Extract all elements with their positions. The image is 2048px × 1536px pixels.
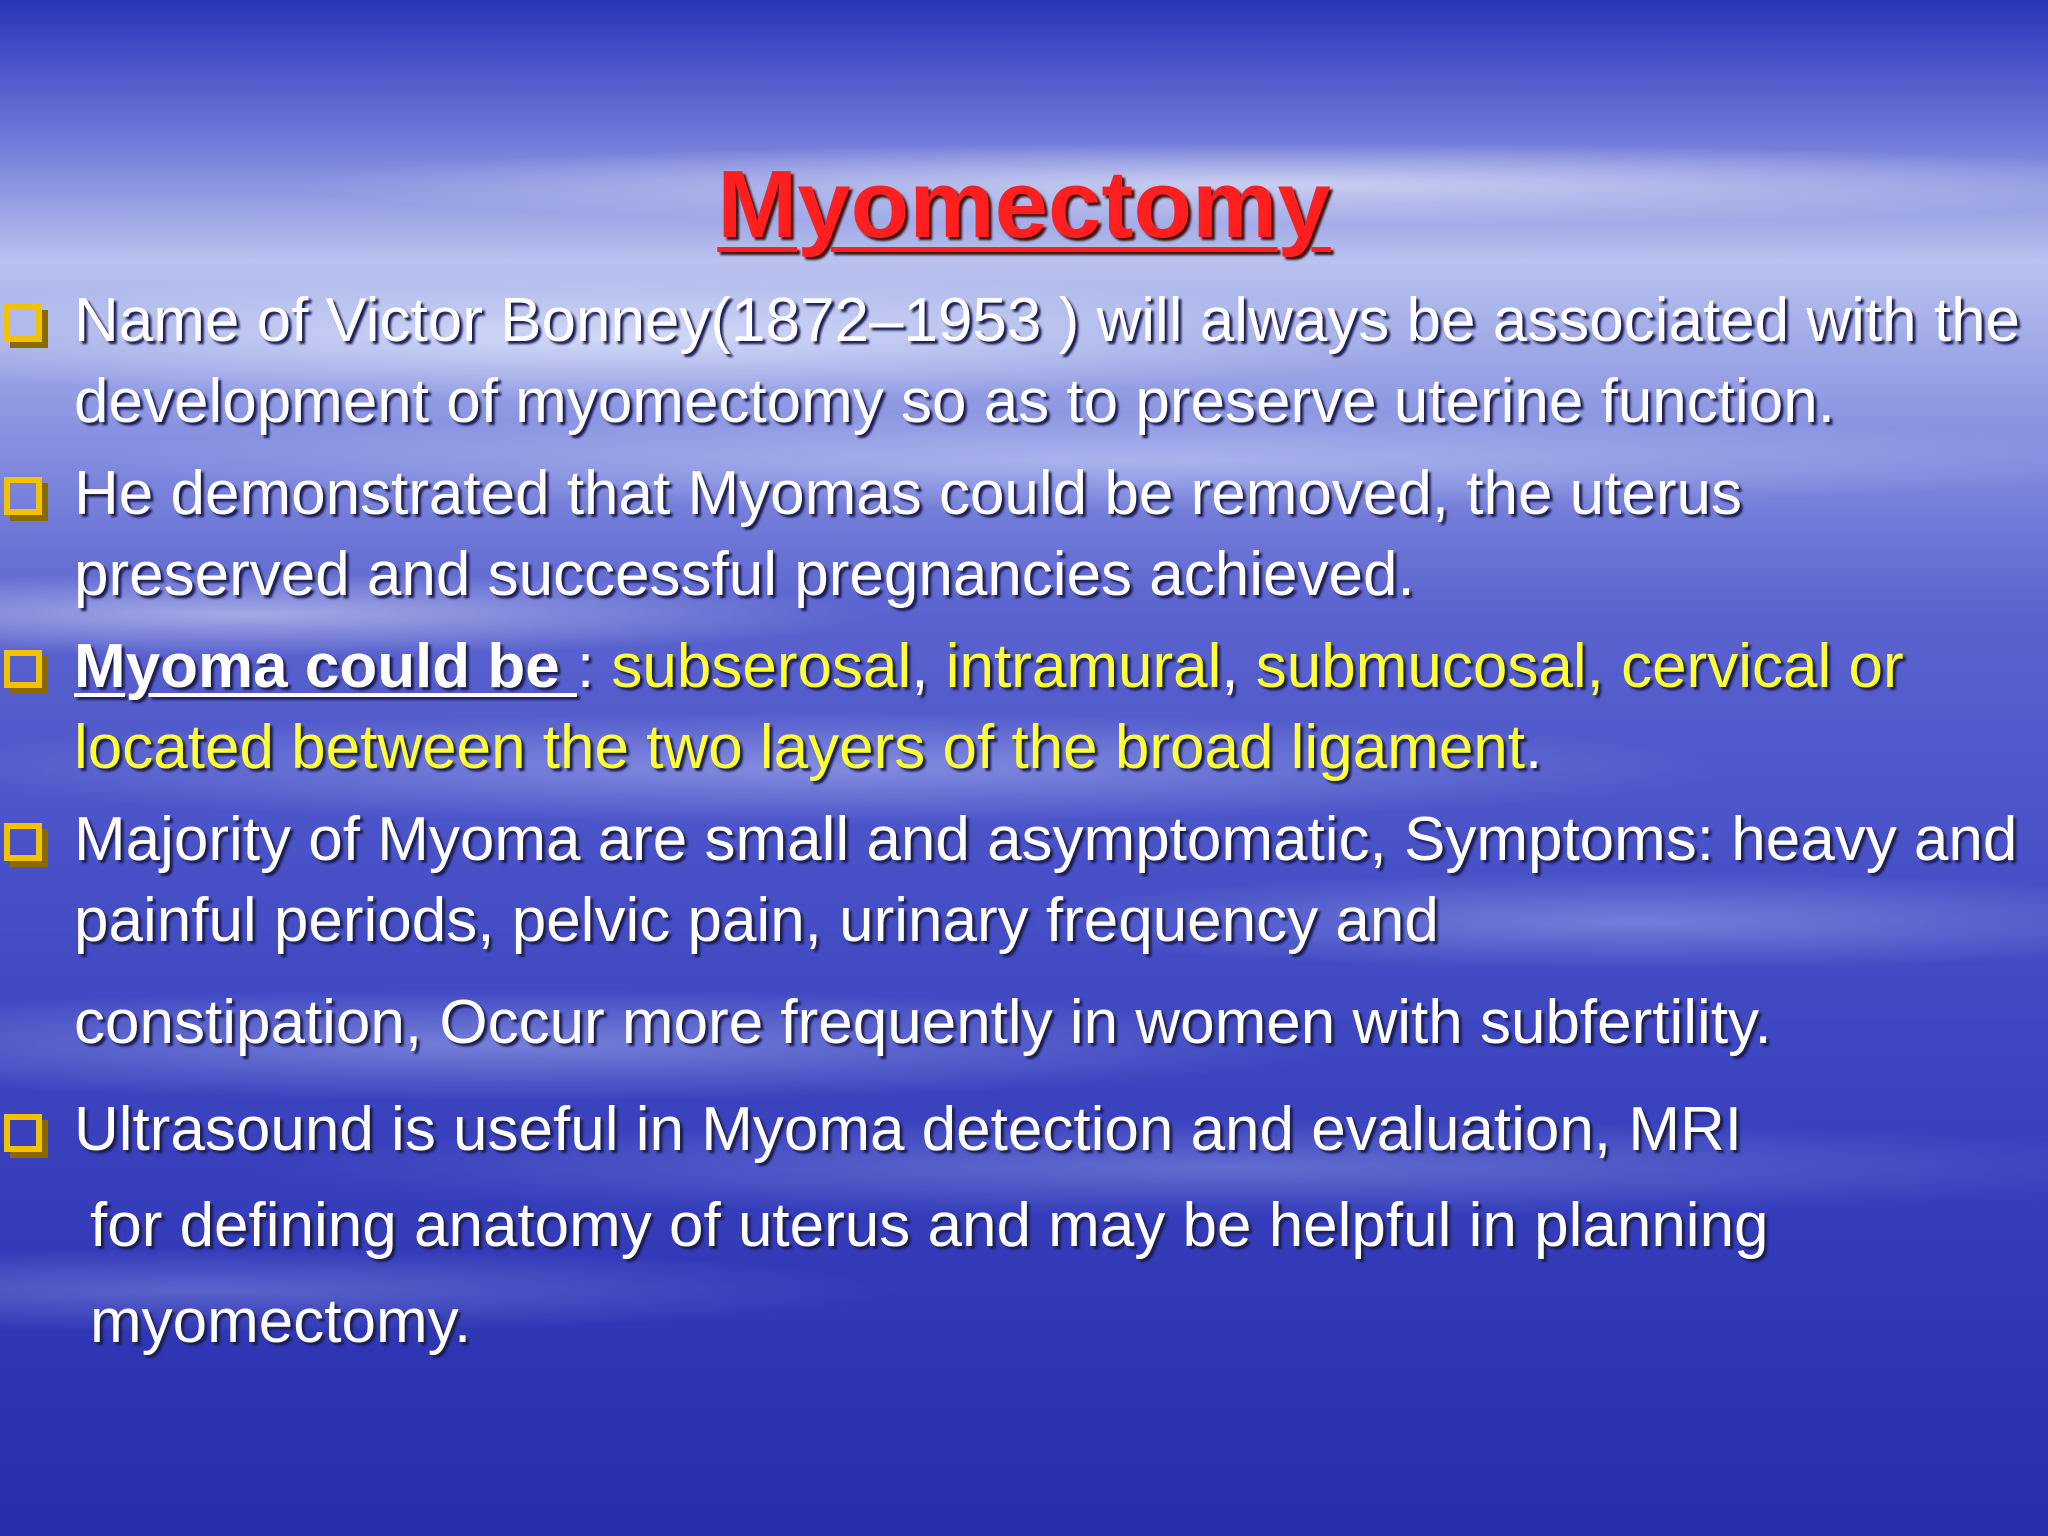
type-comma: , [1221, 632, 1256, 701]
symptoms-line-1: Majority of Myoma are small and asymptomatic, Symptoms: heavy and painful periods, pelvic pain, urinary frequency and [74, 805, 2018, 955]
checkbox-outline-icon [4, 304, 42, 342]
symptoms-line-2: constipation, Occur more frequently in women with subfertility. [74, 988, 1772, 1057]
imaging-line-3: myomectomy. [90, 1287, 472, 1356]
slide-title: Myomectomy [717, 151, 1331, 258]
imaging-line-2: for defining anatomy of uterus and may be helpful in planning [90, 1191, 1769, 1260]
bullet-text: He demonstrated that Myomas could be removed, the uterus preserved and successful pregnancies achieved. [74, 459, 1742, 609]
type-intramural: intramural [945, 632, 1222, 701]
checkbox-outline-icon [4, 650, 42, 688]
checkbox-outline-icon [4, 477, 42, 515]
myoma-types-separator: : [576, 632, 612, 701]
bullet-list [0, 280, 2030, 1370]
imaging-line-1: Ultrasound is useful in Myoma detection and evaluation, MRI [74, 1095, 1742, 1164]
bullet-item-demonstration [0, 453, 2030, 615]
checkbox-outline-icon [4, 1114, 42, 1152]
type-period: . [1525, 713, 1543, 782]
bullet-item-myoma-types [0, 626, 2030, 788]
checkbox-outline-icon [4, 823, 42, 861]
bullet-text: Name of Victor Bonney(1872–1953 ) will always be associated with the development of myomectomy so as to preserve uterine function. [74, 286, 2021, 436]
type-comma: , [911, 632, 946, 701]
type-subserosal: subserosal [611, 632, 912, 701]
bullet-item-imaging [0, 1082, 2030, 1370]
myoma-types-lead: Myoma could be [74, 632, 577, 701]
bullet-item-bonney [0, 280, 2030, 442]
type-rest: submucosal, cervical or located between the two layers of the broad ligament [74, 632, 1904, 782]
bullet-item-symptoms [0, 799, 2030, 1071]
